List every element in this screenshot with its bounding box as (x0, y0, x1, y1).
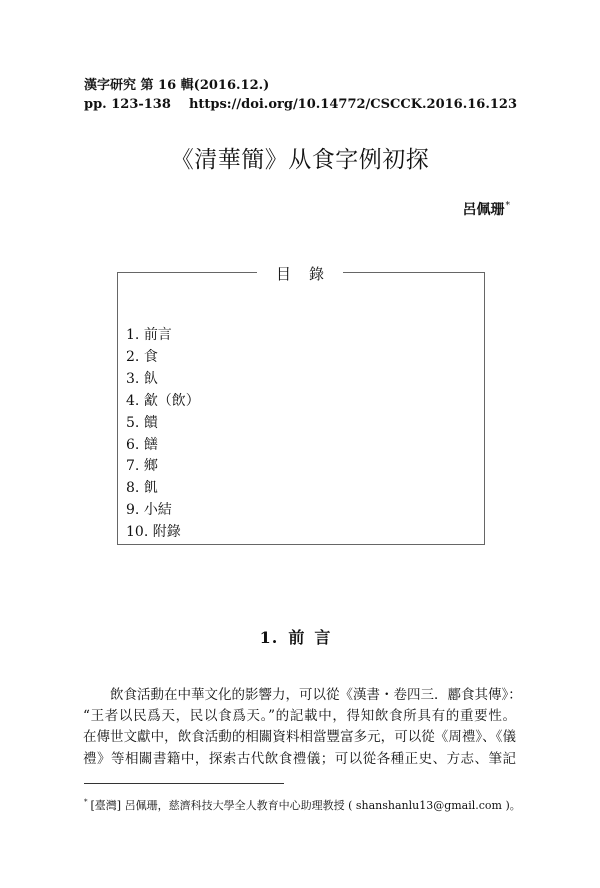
toc-item[interactable] (126, 369, 200, 391)
toc-item-label: 前言 (143, 327, 172, 343)
toc-item-number: 5. (126, 414, 140, 431)
author-footnote-mark[interactable]: * (505, 201, 510, 211)
footnote (84, 795, 524, 813)
body-line: 禮》等相關書籍中，探索古代飲食禮儀；可以從各種正史、方志、筆記 (83, 750, 516, 767)
section-title: 前言 (288, 628, 341, 647)
toc-item-number: 6. (126, 436, 140, 453)
toc-item[interactable] (126, 522, 200, 544)
toc-item-label: 饍 (143, 436, 158, 453)
doi-link[interactable]: https://doi.org/10.14772/CSCCK.2016.16.123 (188, 97, 517, 112)
page-range: pp. 123-138 (84, 97, 171, 112)
toc-item-label: 小結 (143, 502, 172, 519)
toc-item[interactable] (126, 456, 200, 478)
body-line: 飲食活動在中華文化的影響力，可以從《漢書・卷四三．酈食其傳》： (110, 687, 522, 703)
toc-item-label: 㱃（飲） (143, 392, 200, 409)
toc-item-number: 8. (126, 480, 140, 497)
author (463, 199, 511, 219)
toc-item-label: 鄉 (143, 458, 158, 475)
body-line: “王者以民爲天，民以食爲天。”的記載中，得知飲食所具有的重要性。 (83, 708, 516, 725)
section-number: 1. (259, 628, 279, 647)
toc-item-number: 2. (126, 348, 140, 365)
toc-item-label: 饋 (143, 414, 158, 431)
section-heading (0, 625, 600, 648)
footnote-text: [臺灣] 呂佩珊，慈濟科技大學全人教育中心助理教授 ( shanshanlu13@gmail.com )。 (90, 799, 521, 812)
toc-item-number: 10. (126, 524, 149, 541)
toc-title: 目錄 (257, 263, 343, 284)
toc-item[interactable] (126, 325, 200, 347)
toc-item[interactable] (126, 435, 200, 457)
body-paragraph (83, 685, 522, 770)
toc-item-label: 食 (143, 348, 158, 365)
toc-item-number: 9. (126, 502, 140, 519)
toc-item-number: 1. (126, 327, 140, 343)
toc-item-number: 4. (126, 392, 140, 409)
toc-item[interactable] (126, 500, 200, 522)
toc-item[interactable] (126, 413, 200, 435)
footnote-mark: * (84, 798, 88, 806)
toc-item-label: 附錄 (152, 524, 181, 541)
toc-item[interactable] (126, 478, 200, 500)
toc-item-label: 飤 (143, 370, 158, 387)
toc-list (126, 325, 200, 544)
toc-item-number: 7. (126, 458, 140, 475)
toc-item[interactable] (126, 391, 200, 413)
toc-item-number: 3. (126, 370, 140, 387)
toc-item[interactable] (126, 347, 200, 369)
footnote-divider (84, 783, 284, 784)
paper-title: 《清華簡》从食字例初探 (170, 147, 430, 173)
journal-info: 漢字研究 第 16 輯(2016.12.) (84, 78, 270, 93)
toc-item-label: 飢 (143, 480, 158, 497)
author-name: 呂佩珊 (462, 202, 505, 218)
body-line: 在傳世文獻中，飲食活動的相關資料相當豐富多元，可以從《周禮》、《儀 (83, 729, 516, 746)
